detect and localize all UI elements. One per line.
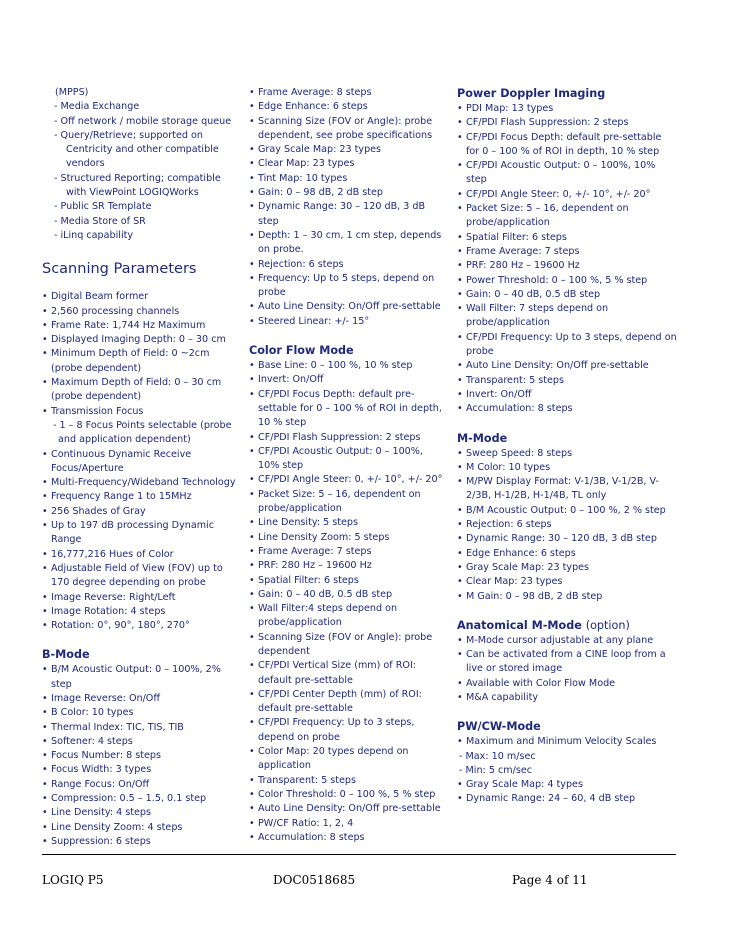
list-item: • B/M Acoustic Output: 0 – 100 %, 2 % step: [457, 504, 677, 518]
list-item: • 256 Shades of Gray: [42, 505, 242, 519]
list-item: • Maximum and Minimum Velocity Scales: [457, 735, 677, 749]
list-item: • Dynamic Range: 30 – 120 dB, 3 dB step: [457, 532, 677, 546]
list-item: • Spatial Filter: 6 steps: [457, 231, 677, 245]
list-item: • PDI Map: 13 types: [457, 102, 677, 116]
list-item: • Rotation: 0°, 90°, 180°, 270°: [42, 619, 242, 633]
column-3: [457, 86, 677, 807]
list-item: • M-Mode cursor adjustable at any plane: [457, 634, 677, 648]
list-item: • Power Threshold: 0 – 100 %, 5 % step: [457, 274, 677, 288]
list-item: • B Color: 10 types: [42, 706, 242, 720]
list-item: • CF/PDI Flash Suppression: 2 steps: [457, 116, 677, 130]
list-item: • Rejection: 6 steps: [457, 518, 677, 532]
list-item: • Frame Rate: 1,744 Hz Maximum: [42, 319, 242, 333]
list-item: • Line Density Zoom: 4 steps: [42, 821, 242, 835]
list-sub-item: - Min: 5 cm/sec: [459, 764, 532, 776]
list-item: • Steered Linear: +/- 15°: [249, 315, 447, 329]
power-doppler-heading: Power Doppler Imaging: [457, 87, 606, 100]
list-item: - iLinq capability: [54, 229, 134, 241]
anatomical-m-mode-title: Anatomical M-Mode: [457, 618, 582, 632]
column-1: [42, 86, 242, 849]
list-item: - Off network / mobile storage queue: [54, 115, 232, 127]
footer-divider: [42, 854, 676, 855]
list-item: • CF/PDI Vertical Size (mm) of ROI: default pre-settable: [249, 659, 447, 688]
m-mode-list: [457, 447, 677, 604]
list-item: • Suppression: 6 steps: [42, 835, 242, 849]
list-item: • CF/PDI Center Depth (mm) of ROI: default pre-settable: [249, 688, 447, 717]
color-flow-mode-heading: Color Flow Mode: [249, 344, 354, 358]
power-doppler-list: [457, 102, 677, 417]
pw-cw-mode-heading: PW/CW-Mode: [457, 720, 541, 734]
option-label: (option): [585, 618, 630, 632]
color-flow-mode-list: [249, 359, 447, 845]
list-item: • Sweep Speed: 8 steps: [457, 447, 677, 461]
list-item: • Up to 197 dB processing Dynamic Range: [42, 519, 242, 548]
list-item: • Frame Average: 7 steps: [457, 245, 677, 259]
list-item: • Tint Map: 10 types: [249, 172, 447, 186]
list-item: • Gray Scale Map: 23 types: [249, 143, 447, 157]
list-item: • Packet Size: 5 – 16, dependent on probe/application: [457, 202, 677, 231]
list-item: • Clear Map: 23 types: [249, 157, 447, 171]
list-item: • Digital Beam former: [42, 290, 242, 304]
list-item: • Continuous Dynamic Receive Focus/Aperture: [42, 448, 242, 477]
list-item: • Focus Width: 3 types: [42, 763, 242, 777]
scanning-parameters-list: [42, 290, 242, 633]
list-item: • Rejection: 6 steps: [249, 258, 447, 272]
scanning-parameters-heading: Scanning Parameters: [42, 261, 197, 278]
list-item: - Media Store of SR: [54, 215, 146, 227]
list-item: • Scanning Size (FOV or Angle): probe dependent, see probe specifications: [249, 115, 447, 144]
b-mode-heading: B-Mode: [42, 648, 90, 662]
list-item: • Auto Line Density: On/Off pre-settable: [457, 359, 677, 373]
list-item: - Public SR Template: [54, 201, 152, 213]
list-item: • 16,777,216 Hues of Color: [42, 548, 242, 562]
b-mode-list: [42, 663, 242, 849]
list-item: • Edge Enhance: 6 steps: [249, 100, 447, 114]
list-item: • Frame Average: 8 steps: [249, 86, 447, 100]
list-item: • Base Line: 0 – 100 %, 10 % step: [249, 359, 447, 373]
list-item: • Transmission Focus: [42, 405, 242, 419]
list-item: • Compression: 0.5 – 1.5, 0.1 step: [42, 792, 242, 806]
list-item: - Structured Reporting; compatible with ViewPoint LOGIQWorks: [54, 172, 221, 199]
b-mode-continued-list: [249, 86, 447, 329]
list-item: • Dynamic Range: 24 – 60, 4 dB step: [457, 792, 677, 806]
list-sub-item: - Max: 10 m/sec: [459, 750, 536, 762]
list-item: • Minimum Depth of Field: 0 ~2cm (probe dependent): [42, 347, 242, 376]
anatomical-m-mode-heading: [457, 618, 677, 634]
list-item: • Color Threshold: 0 – 100 %, 5 % step: [249, 788, 447, 802]
list-item: • Dynamic Range: 30 – 120 dB, 3 dB step: [249, 200, 447, 229]
list-item: • M/PW Display Format: V-1/3B, V-1/2B, V-2/3B, H-1/2B, H-1/4B, TL only: [457, 475, 677, 504]
footer-page-number: Page 4 of 11: [512, 873, 588, 887]
list-item: • CF/PDI Flash Suppression: 2 steps: [249, 431, 447, 445]
footer-document-number: DOC0518685: [273, 873, 356, 887]
list-item: • Adjustable Field of View (FOV) up to 170 degree depending on probe: [42, 562, 242, 591]
network-features-list: [42, 86, 242, 243]
list-item: • CF/PDI Acoustic Output: 0 – 100%, 10% step: [457, 159, 677, 188]
list-item: • Available with Color Flow Mode: [457, 677, 677, 691]
list-item: • PRF: 280 Hz – 19600 Hz: [457, 259, 677, 273]
list-item: • Image Reverse: On/Off: [42, 692, 242, 706]
list-item: • Transparent: 5 steps: [457, 374, 677, 388]
list-item: • CF/PDI Focus Depth: default pre-settable for 0 – 100 % of ROI in depth, 10 % step: [249, 388, 447, 431]
list-item: • Focus Number: 8 steps: [42, 749, 242, 763]
list-item: • Gray Scale Map: 23 types: [457, 561, 677, 575]
list-item: • CF/PDI Frequency: Up to 3 steps, depend on probe: [457, 331, 677, 360]
list-item: • Scanning Size (FOV or Angle): probe dependent: [249, 631, 447, 660]
list-item: • Wall Filter:4 steps depend on probe/application: [249, 602, 447, 631]
list-item: • Gain: 0 – 40 dB, 0.5 dB step: [249, 588, 447, 602]
list-item: (MPPS): [55, 87, 89, 98]
list-item: • Maximum Depth of Field: 0 – 30 cm (probe dependent): [42, 376, 242, 405]
list-item: • Invert: On/Off: [457, 388, 677, 402]
list-item: • Image Reverse: Right/Left: [42, 591, 242, 605]
list-item: • Packet Size: 5 – 16, dependent on probe/application: [249, 488, 447, 517]
list-item: • Can be activated from a CINE loop from a live or stored image: [457, 648, 677, 677]
list-item: • CF/PDI Angle Steer: 0, +/- 10°, +/- 20°: [249, 473, 447, 487]
list-item: • Auto Line Density: On/Off pre-settable: [249, 802, 447, 816]
list-item: • 2,560 processing channels: [42, 305, 242, 319]
list-item: • Accumulation: 8 steps: [249, 831, 447, 845]
list-item: • Depth: 1 – 30 cm, 1 cm step, depends on probe.: [249, 229, 447, 258]
list-item: • M Gain: 0 – 98 dB, 2 dB step: [457, 590, 677, 604]
list-item: • Line Density: 5 steps: [249, 516, 447, 530]
list-item: • Wall Filter: 7 steps depend on probe/application: [457, 302, 677, 331]
list-item: • Gray Scale Map: 4 types: [457, 778, 677, 792]
list-item: • Frame Average: 7 steps: [249, 545, 447, 559]
list-item: • M&A capability: [457, 691, 677, 705]
list-item: • Displayed Imaging Depth: 0 – 30 cm: [42, 333, 242, 347]
list-item: • Line Density: 4 steps: [42, 806, 242, 820]
list-item: • Transparent: 5 steps: [249, 774, 447, 788]
list-sub-item: - 1 – 8 Focus Points selectable (probe and application dependent): [53, 419, 232, 446]
list-item: • Gain: 0 – 98 dB, 2 dB step: [249, 186, 447, 200]
list-item: - Query/Retrieve; supported on Centricity and other compatible vendors: [54, 129, 219, 170]
list-item: • M Color: 10 types: [457, 461, 677, 475]
list-item: • Edge Enhance: 6 steps: [457, 547, 677, 561]
list-item: • PRF: 280 Hz – 19600 Hz: [249, 559, 447, 573]
list-item: • Thermal Index: TIC, TIS, TIB: [42, 721, 242, 735]
list-item: • PW/CF Ratio: 1, 2, 4: [249, 817, 447, 831]
list-item: • Line Density Zoom: 5 steps: [249, 531, 447, 545]
list-item: - Media Exchange: [54, 101, 140, 113]
anatomical-m-mode-list: [457, 634, 677, 705]
list-item: • CF/PDI Angle Steer: 0, +/- 10°, +/- 20°: [457, 188, 677, 202]
list-item: • Clear Map: 23 types: [457, 575, 677, 589]
pw-cw-mode-list: [457, 735, 677, 806]
list-item: • Frequency: Up to 5 steps, depend on probe: [249, 272, 447, 301]
footer-product-name: LOGIQ P5: [42, 873, 104, 887]
list-item: • Invert: On/Off: [249, 373, 447, 387]
list-item: • Color Map: 20 types depend on application: [249, 745, 447, 774]
m-mode-heading: M-Mode: [457, 431, 508, 445]
list-item: • Gain: 0 – 40 dB, 0.5 dB step: [457, 288, 677, 302]
list-item: • CF/PDI Acoustic Output: 0 – 100%, 10% step: [249, 445, 447, 474]
list-item: • Auto Line Density: On/Off pre-settable: [249, 300, 447, 314]
list-item: • Multi-Frequency/Wideband Technology: [42, 476, 242, 490]
column-2: [249, 86, 447, 845]
list-item: • Frequency Range 1 to 15MHz: [42, 490, 242, 504]
list-item: • Accumulation: 8 steps: [457, 402, 677, 416]
list-item: • Range Focus: On/Off: [42, 778, 242, 792]
list-item: • B/M Acoustic Output: 0 – 100%, 2% step: [42, 663, 242, 692]
list-item: • Image Rotation: 4 steps: [42, 605, 242, 619]
list-item: • Softener: 4 steps: [42, 735, 242, 749]
list-item: • Spatial Filter: 6 steps: [249, 574, 447, 588]
list-item: • CF/PDI Focus Depth: default pre-settable for 0 – 100 % of ROI in depth, 10 % step: [457, 131, 677, 160]
list-item: • CF/PDI Frequency: Up to 3 steps, depend on probe: [249, 716, 447, 745]
